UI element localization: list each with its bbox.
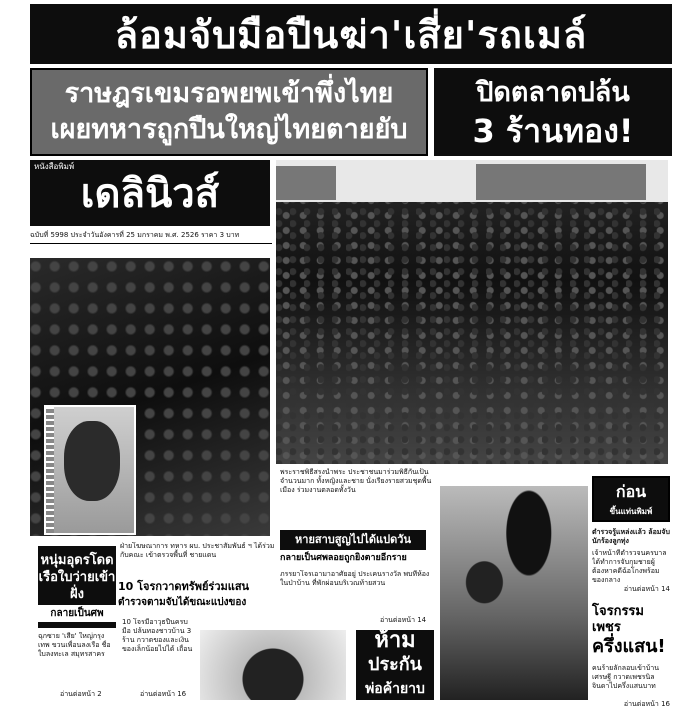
subhead-left-line-2: เผยทหารถูกปืนใหญ่ไทยตายยับ (50, 114, 408, 145)
right-item1-body: เจ้าหน้าที่ตำรวจนครบาลได้ทำการจับกุมชายผู้ต้องหาคดีฉ้อโกงพร้อมของกลาง (592, 549, 667, 584)
story-missing-title: หายสาบสูญไปได้แปดวัน (280, 530, 426, 550)
ban-box (356, 630, 434, 700)
height-chart (46, 407, 54, 533)
tag-sub: ขึ้นแท่นพิมพ์ (609, 507, 653, 516)
ban-line-2: ประกัน (368, 654, 422, 675)
teaser-left-sub: กลายเป็นศพ (38, 605, 116, 622)
subhead-left (30, 68, 428, 156)
story-missing-page: อ่านต่อหน้า 14 (380, 616, 427, 624)
story-missing-body: ภรรยาโจรเอามาอาศัยอยู่ ประเคนรางวัล พบที่ห้องในป่าบ้าน ที่พักผ่อนบริเวณท้ายสวน (280, 570, 430, 587)
right-item1-title: ตำรวจรู้แหล่งเเล้ว ล้อมจับนักร้องลูกทุ่ง (592, 528, 670, 545)
right-item1-page: อ่านต่อหน้า 14 (623, 585, 670, 593)
teaser-left-box (38, 546, 116, 628)
issue-line: ฉบับที่ 5998 ประจำวันอังคารที่ 25 มกราคม พ.ศ. 2526 ราคา 3 บาท (30, 230, 272, 244)
jungle-caption: ฝ่ายโฆษณาการ ทหาร ผบ. ประชาสัมพันธ์ ฯ ได้ร่วมกับคณะ เข้าตรวจพื้นที่ ชายแดน (120, 542, 275, 559)
story-bandits-body: 10 โจรมีอาวุธปืนครบ มือ ปล้นทองชาวบ้าน 3 ร้าน กวาดของและเงิน ของเล็กน้อยไปได้ เถื่อน (122, 618, 193, 653)
subhead-left-line-1: ราษฎรเขมรอพยพเข้าพึ่งไทย (64, 78, 394, 109)
mugshot-photo (44, 405, 136, 535)
story-missing-sub: กลายเป็นศพลอยถูกยิงตายอีกราย (280, 553, 407, 563)
teaser-left-body: ฉุกซาย 'เสี่ย' ใหญ่กรุง เทพ ขวนเพื่อนลงเรือ ชื่อใบลงทะเล สมุทรสาคร (38, 632, 111, 658)
women-photo (440, 486, 588, 700)
right-column (592, 476, 670, 709)
photo-building (476, 164, 646, 200)
right-item2-head: โจรกรรมเพชร (592, 604, 644, 635)
tag-main: ก่อน (615, 482, 647, 501)
teaser-left-title: หนุ่มอุดรโดดเรือใบว่ายเข้าฝั่ง (38, 553, 116, 602)
photo-building (276, 166, 336, 200)
bottom-center-photo (200, 630, 346, 700)
ban-line-3: พ่อค้ายาบ (365, 681, 425, 697)
main-headline: ล้อมจับมือปืนฆ่า'เสี่ย'รถเมล์ (30, 4, 672, 64)
subhead-right-line-2: 3 ร้านทอง! (472, 112, 634, 150)
masthead-logo: เดลินิวส์ (30, 160, 270, 226)
crowd-caption: พระราชพิธีสรงน้ำพระ ประชาชนมาร่วมพิธีกันเป็นจำนวนมาก ทั้งหญิงและชาย นั่งเรียงรายสวมชุดพื้นเมือง ร่วมงานตลอดทั้งวัน (280, 468, 432, 494)
suspect-face (64, 421, 120, 501)
story-bandits-headline: 10 โจรกวาดทรัพย์ร่วมแสน (118, 580, 250, 593)
right-item2-body: คนร้ายลักลอบเข้าบ้านเศรษฐี กวาดเพชรนิลจินดาไปครึ่งแสนบาท (592, 664, 659, 690)
right-item2-big: ครึ่งแสน! (592, 636, 666, 657)
right-item2-page: อ่านต่อหน้า 16 (623, 700, 670, 708)
subhead-right (434, 68, 672, 156)
subhead-right-line-1: ปิดตลาดปล้น (476, 77, 630, 108)
masthead-small-text: หนังสือพิมพ์ (34, 162, 75, 171)
story-bandits-sub: ตำรวจตามจับได้ขณะแบ่งของ (118, 597, 247, 608)
before-print-tag (592, 476, 670, 522)
story-bandits-page: อ่านต่อหน้า 16 (140, 690, 187, 698)
crowd-photo (276, 160, 668, 464)
teaser-left-page: อ่านต่อหน้า 2 (60, 690, 102, 698)
ban-line-1: ห้าม (374, 628, 416, 653)
